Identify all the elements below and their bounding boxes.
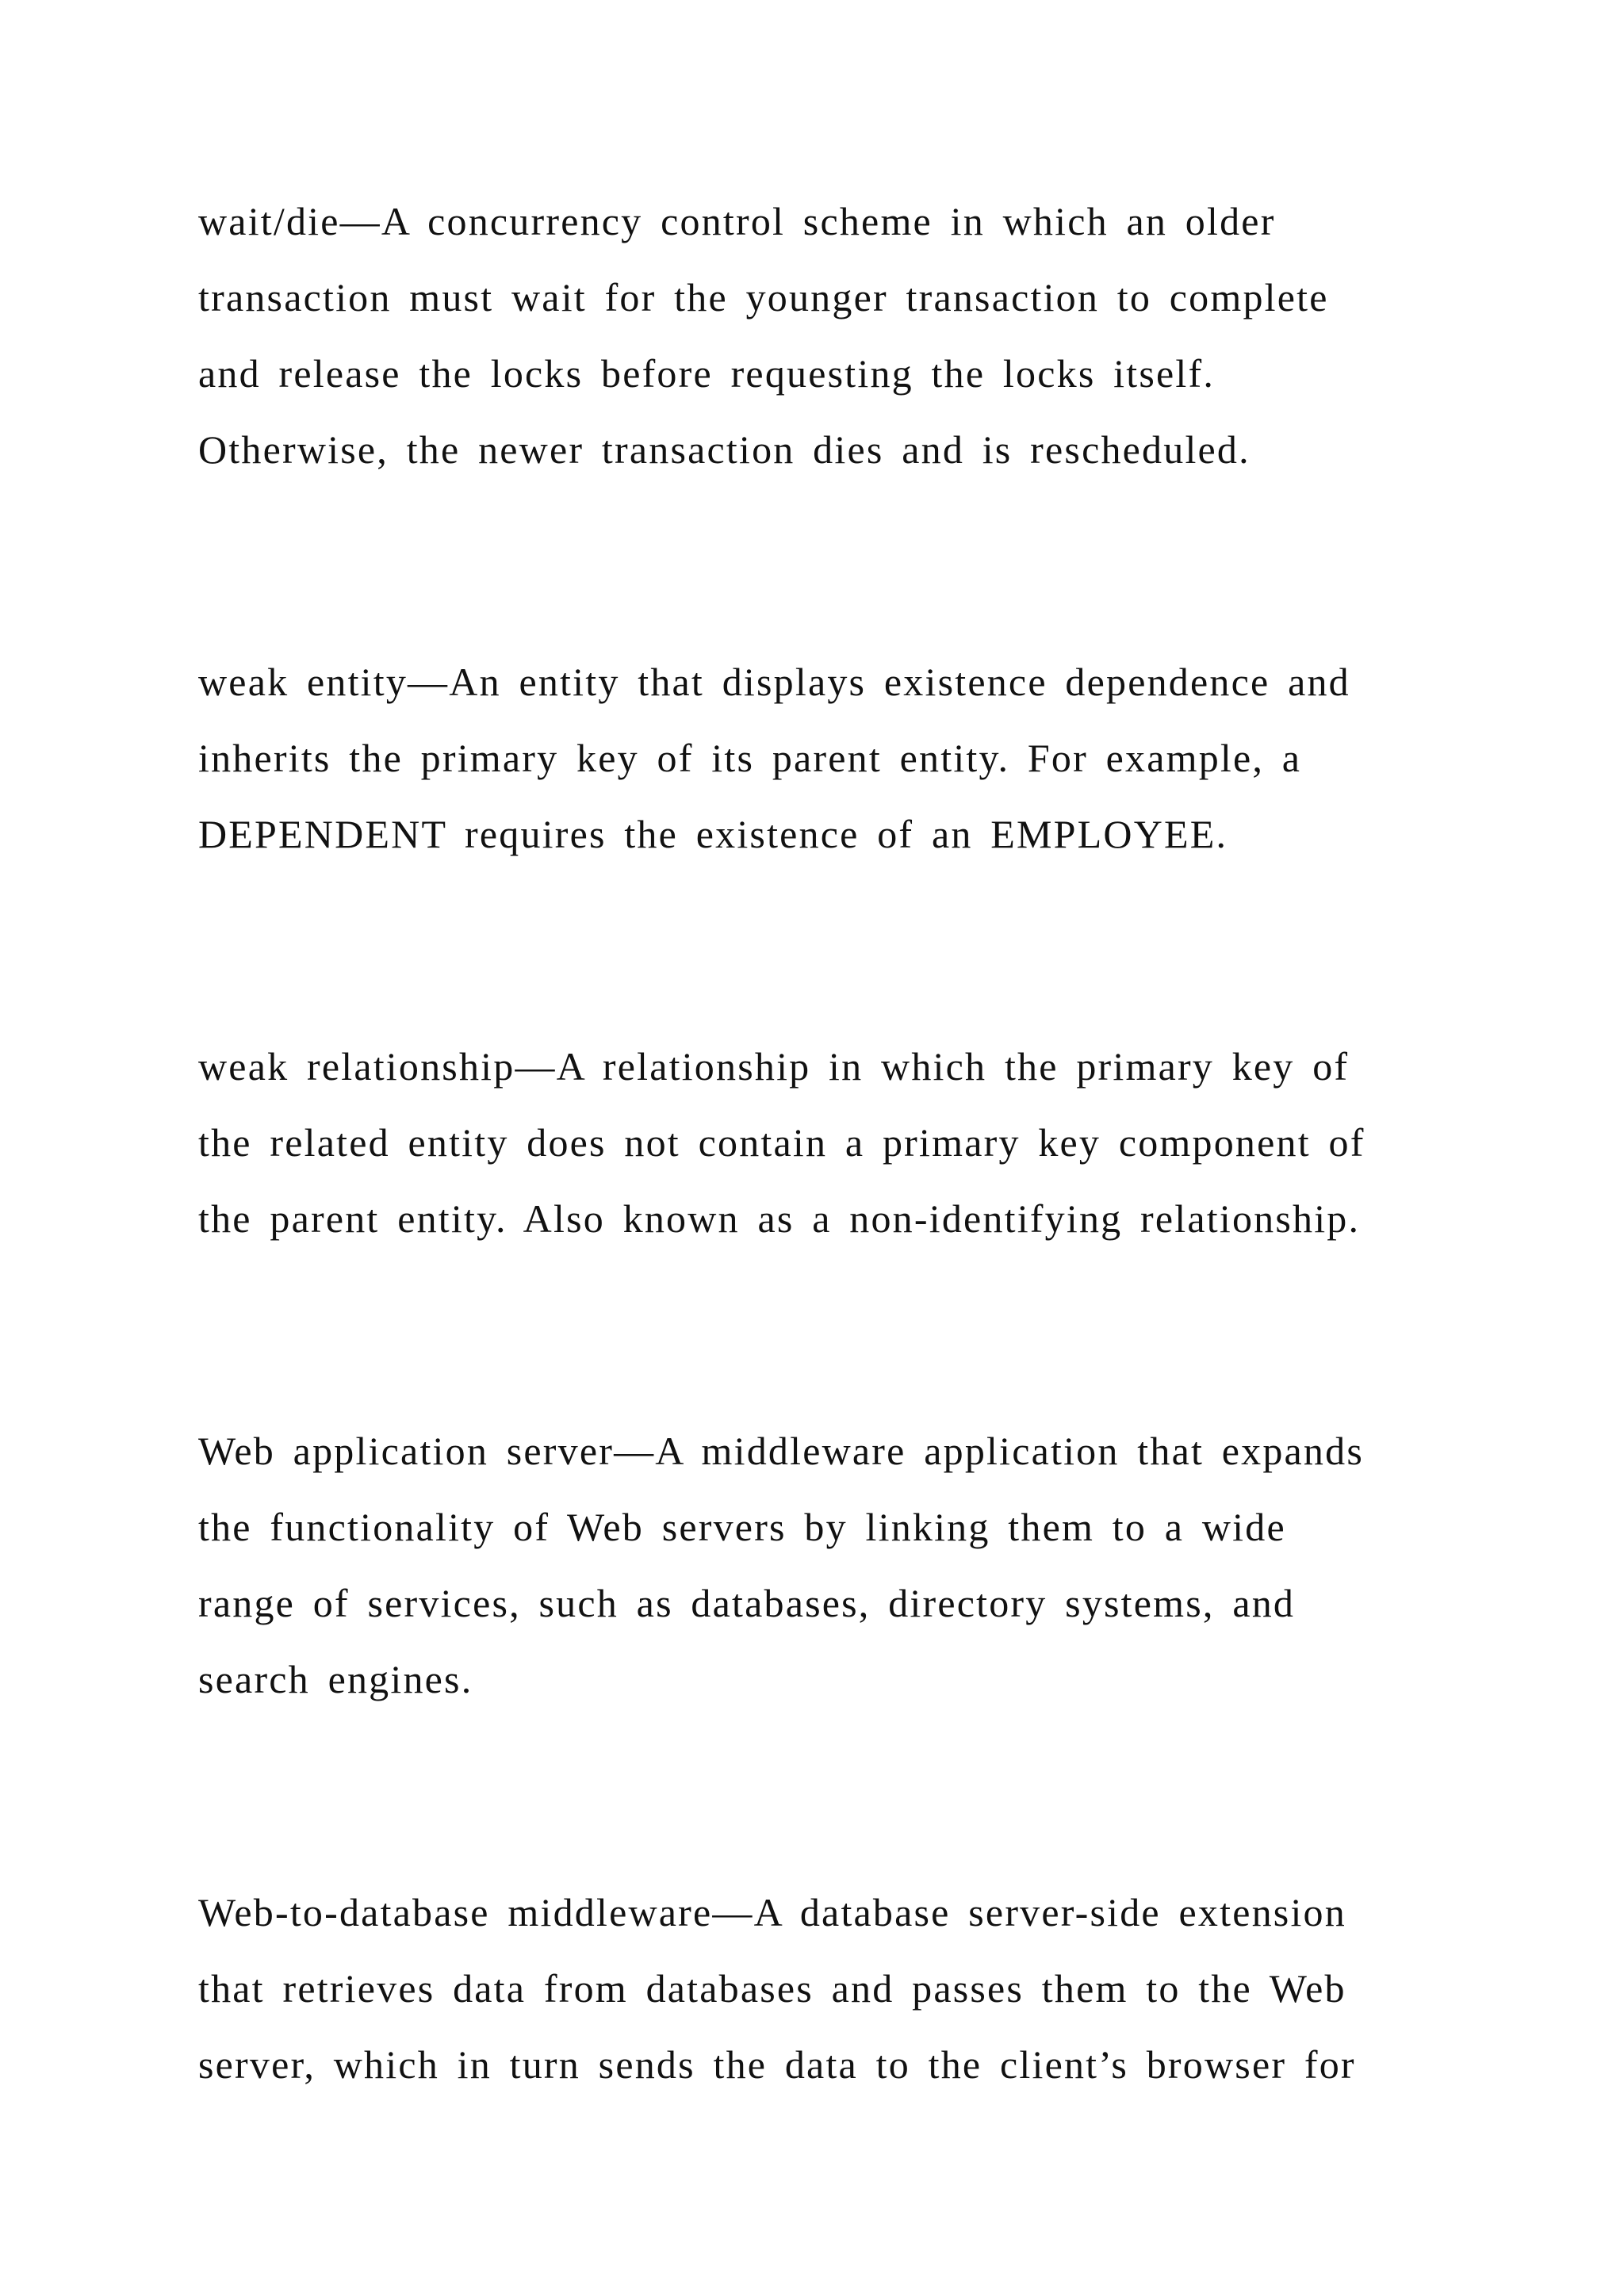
entry-line: that retrieves data from databases and passes them to the Web bbox=[198, 1966, 1346, 2011]
glossary-entry-web-application-server bbox=[198, 1413, 1499, 1717]
entry-line: the related entity does not contain a primary key component of bbox=[198, 1120, 1365, 1165]
entry-line: search engines. bbox=[198, 1657, 473, 1701]
entry-line: wait/die—A concurrency control scheme in which an older bbox=[198, 199, 1276, 243]
entry-line: weak relationship—A relationship in which the primary key of bbox=[198, 1044, 1350, 1089]
entry-line: Otherwise, the newer transaction dies and is rescheduled. bbox=[198, 427, 1251, 472]
glossary-entry-web-to-database-middleware bbox=[198, 1874, 1499, 2103]
entry-line: Web application server—A middleware application that expands bbox=[198, 1429, 1364, 1473]
entry-line: transaction must wait for the younger transaction to complete bbox=[198, 275, 1329, 320]
entry-line: the parent entity. Also known as a non-identifying relationship. bbox=[198, 1196, 1361, 1241]
entry-line: Web-to-database middleware—A database server-side extension bbox=[198, 1890, 1346, 1934]
entry-line: and release the locks before requesting the locks itself. bbox=[198, 351, 1216, 396]
entry-line: the functionality of Web servers by linking them to a wide bbox=[198, 1505, 1286, 1549]
entry-line: DEPENDENT requires the existence of an EMPLOYEE. bbox=[198, 812, 1228, 856]
glossary-entry-wait-die bbox=[198, 183, 1499, 488]
glossary-entry-weak-entity bbox=[198, 644, 1499, 872]
entry-line: inherits the primary key of its parent entity. For example, a bbox=[198, 736, 1302, 780]
glossary-entry-weak-relationship bbox=[198, 1028, 1499, 1257]
entry-line: weak entity—An entity that displays existence dependence and bbox=[198, 660, 1350, 704]
entry-line: server, which in turn sends the data to the client’s browser for bbox=[198, 2042, 1356, 2087]
entry-line: range of services, such as databases, directory systems, and bbox=[198, 1581, 1296, 1625]
